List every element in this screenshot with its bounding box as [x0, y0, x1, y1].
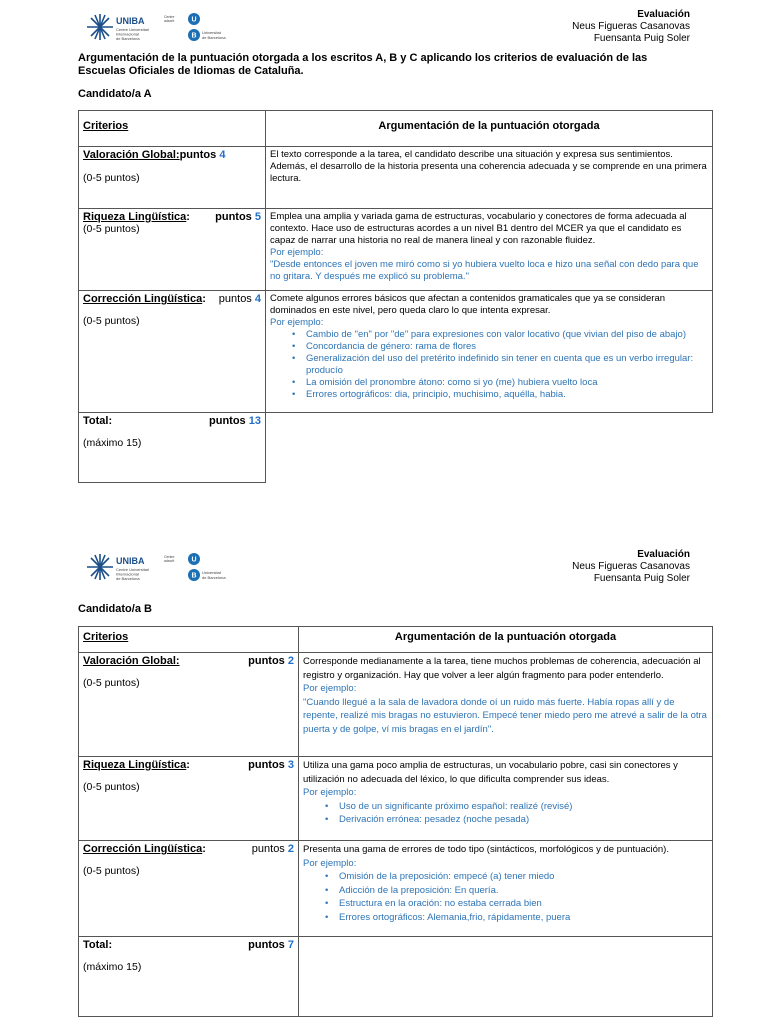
points-value: 2	[287, 843, 294, 855]
example-label: Por ejemplo:	[270, 317, 324, 328]
header-title: Evaluación	[637, 549, 690, 560]
range-label: (0-5 puntos)	[83, 172, 140, 184]
table-row	[79, 147, 713, 209]
evaluation-table-b	[78, 626, 713, 1017]
page-header	[0, 0, 768, 48]
points-value: 3	[287, 759, 294, 771]
candidate-b-label: Candidato/a B	[78, 603, 152, 615]
criterion-cell	[79, 653, 299, 757]
svg-text:adscrit: adscrit	[164, 19, 175, 23]
uniba-logo-icon	[86, 550, 246, 586]
svg-text:Centre: Centre	[164, 555, 175, 559]
document-title: Argumentación de la puntuación otorgada a los escritos A, B y C aplicando los criterios de evaluación de las Escuelas Oficiales de Idiomas de Cataluña.	[78, 52, 648, 77]
list-item: • Cambio de "en" por "de" para expresiones con valor locativo (que vivian del piso de abajo)	[292, 329, 708, 341]
argument-cell: El texto corresponde a la tarea, el candidato describe una situación y expresa sus sentimientos. Además, el desarrollo de la historia presenta una coherencia adecuada y se comprende en una primera lectura.	[266, 147, 713, 209]
criterion-name: Corrección Lingüística	[83, 293, 203, 305]
list-item: • Errores ortográficos: dia, principio, muchisimo, aquélla, habia.	[292, 389, 708, 401]
total-row	[79, 413, 713, 483]
table-row	[79, 757, 713, 841]
argument-cell: Utiliza una gama poco amplia de estructuras, un vocabulario pobre, casi sin conectores y utilización no adecuada del léxico, lo que dificulta comprender sus ideas. Por ejemplo: • Uso de un significante próximo español: realizé (revisé) • Derivación errónea: pesadez (noche pesada)	[299, 757, 713, 841]
logo	[86, 10, 246, 46]
header-author: Neus Figueras Casanovas	[572, 561, 690, 572]
criterion-cell: Corrección Lingüística: puntos 2 (0-5 puntos)	[79, 841, 299, 937]
svg-text:de Barcelona: de Barcelona	[202, 35, 226, 40]
argument-cell: Presenta una gama de errores de todo tipo (sintácticos, morfológicos y de puntuación). Por ejemplo: • Omisión de la preposición: empecé (a) tener miedo • Adicción de la preposición: En quería. • Estructura en la oración: no estaba cerrada bien • Errores ortográficos: Alemania,frio, rápidamente, puera	[299, 841, 713, 937]
argument-cell: Corresponde medianamente a la tarea, tiene muchos problemas de coherencia, adecuación al registro y organización. Hay que volver a leer algún fragmento para poder entenderlo. Por ejemplo: "Cuando llegué a la sala de lavadora donde oí un ruido más fuerte. Había ropas allí y de repente, realizé mis bragas no estuvieron. Empecé tener miedo pero me atrevé a salir de la otra puerta y de golpe, ví mis bragas en el jardín".	[299, 653, 713, 757]
list-item: • Errores ortográficos: Alemania,frio, rápidamente, puera	[325, 911, 708, 925]
criterion-name: Riqueza Lingüística	[83, 211, 187, 223]
svg-text:Internacional: Internacional	[116, 31, 139, 37]
total-cell	[79, 413, 266, 483]
range-label: (0-5 puntos)	[83, 223, 140, 235]
total-cell	[79, 937, 299, 1017]
table-header-row	[79, 627, 713, 653]
list-item: • Concordancia de género: rama de flores	[292, 341, 708, 353]
argumentacion-header: Argumentación de la puntuación otorgada	[266, 111, 713, 147]
header-info	[572, 549, 690, 585]
example-quote: "Desde entonces el joven me miró como si yo hubiera vuelto loca e hizo una señal con dedo para que no gritara. Y después me explicó su problema."	[270, 259, 699, 282]
list-item: • Derivación errónea: pesadez (noche pesada)	[325, 813, 708, 827]
table-row	[79, 291, 713, 413]
criterios-header: Criterios	[79, 111, 266, 147]
svg-text:U: U	[191, 16, 197, 24]
example-label: Por ejemplo:	[270, 247, 324, 258]
criterion-name: Riqueza Lingüística	[83, 759, 187, 771]
list-item: • Generalización del uso del pretérito indefinido sin tener en cuenta que es un verbo irregular: producío	[292, 353, 708, 377]
evaluation-table-a	[78, 110, 713, 483]
svg-text:UNIBA: UNIBA	[116, 556, 145, 566]
list-item: • Estructura en la oración: no estaba cerrada bien	[325, 897, 708, 911]
example-list	[325, 800, 708, 827]
example-list	[292, 329, 708, 401]
points-label: puntos	[248, 759, 285, 771]
svg-text:de Barcelona: de Barcelona	[202, 575, 226, 580]
svg-text:B: B	[191, 572, 197, 580]
points-label: puntos	[179, 149, 217, 161]
example-quote: "Cuando llegué a la sala de lavadora donde oí un ruido más fuerte. Había ropas allí y de repente, realizé mis bragas no estuvieron. Empecé tener miedo pero me atrevé a salir de la otra puerta y de golpe, ví mis bragas en el jardín".	[303, 696, 707, 735]
header-author: Neus Figueras Casanovas	[572, 21, 690, 32]
header-info	[572, 9, 690, 45]
example-list	[325, 870, 708, 924]
range-label: (0-5 puntos)	[83, 677, 140, 689]
header-author: Fuensanta Puig Soler	[593, 33, 690, 44]
svg-text:Centre Universitari: Centre Universitari	[116, 567, 150, 572]
range-label: (0-5 puntos)	[83, 781, 140, 793]
points-label: puntos	[248, 655, 285, 667]
total-row	[79, 937, 713, 1017]
criterion-cell: Riqueza Lingüística: puntos 5 (0-5 puntos)	[79, 209, 266, 291]
criterion-cell: Corrección Lingüística: puntos 4 (0-5 puntos)	[79, 291, 266, 413]
page-a	[0, 0, 768, 500]
range-label: (0-5 puntos)	[83, 865, 140, 877]
criterion-cell	[79, 147, 266, 209]
points-value: 4	[254, 293, 261, 305]
points-value: 4	[219, 149, 226, 161]
svg-text:Centre Universitari: Centre Universitari	[116, 27, 150, 32]
total-value: 13	[248, 415, 261, 427]
list-item: • La omisión del pronombre átono: como si yo (me) hubiera vuelto loca	[292, 377, 708, 389]
list-item: • Adicción de la preposición: En quería.	[325, 884, 708, 898]
maximo-label: (máximo 15)	[83, 437, 142, 449]
criterios-header: Criterios	[79, 627, 299, 653]
svg-text:U: U	[191, 556, 197, 564]
example-label: Por ejemplo:	[303, 683, 357, 694]
example-label: Por ejemplo:	[303, 787, 357, 798]
candidate-a-label: Candidato/a A	[78, 88, 152, 100]
points-label: puntos	[251, 843, 285, 855]
points-label: puntos	[218, 293, 252, 305]
svg-text:UNIBA: UNIBA	[116, 16, 145, 26]
points-label: puntos	[248, 939, 285, 951]
svg-text:Centre: Centre	[164, 15, 175, 19]
maximo-label: (máximo 15)	[83, 961, 142, 973]
list-item: • Omisión de la preposición: empecé (a) tener miedo	[325, 870, 708, 884]
page-b	[0, 540, 768, 1024]
criterion-name: Valoración Global:	[83, 655, 180, 667]
table-header-row	[79, 111, 713, 147]
points-value: 2	[287, 655, 294, 667]
argument-cell: Comete algunos errores básicos que afectan a contenidos gramaticales que ya se consideran dominados en este nivel, pero queda claro lo que intenta expresar. Por ejemplo: • Cambio de "en" por "de" para expresiones con valor locativo (que vivian del piso de abajo) • Concordancia de género: rama de flores • Generalización del uso del pretérito indefinido sin tener en cuenta que es un verbo irregular: producío • La omisión del pronombre átono: como si yo (me) hubiera vuelto loca • Errores ortográficos: dia, principio, muchisimo, aquélla, habia.	[266, 291, 713, 413]
total-label: Total:	[83, 415, 113, 427]
argument-cell: Emplea una amplia y variada gama de estructuras, vocabulario y conectores de forma adecuada al contexto. Hace uso de estructuras acordes a un nivel B1 dentro del MCER ya que el candidato es capaz de narrar una historia no real de manera lineal y con razonable fluidez. Por ejemplo: "Desde entonces el joven me miró como si yo hubiera vuelto loca e hizo una señal con dedo para que no gritara. Y después me explicó su problema."	[266, 209, 713, 291]
total-value: 7	[287, 939, 294, 951]
uniba-logo-icon	[86, 10, 246, 46]
svg-text:adscrit: adscrit	[164, 559, 175, 563]
list-item: • Uso de un significante próximo español: realizé (revisé)	[325, 800, 708, 814]
page-header	[0, 540, 768, 588]
argumentacion-header: Argumentación de la puntuación otorgada	[299, 627, 713, 653]
svg-text:Universitat: Universitat	[202, 570, 221, 575]
svg-text:de Barcelona: de Barcelona	[116, 576, 140, 581]
example-label: Por ejemplo:	[303, 857, 357, 869]
table-row	[79, 653, 713, 757]
criterion-cell: Riqueza Lingüística: puntos 3 (0-5 puntos)	[79, 757, 299, 841]
range-label: (0-5 puntos)	[83, 315, 140, 327]
points-value: 5	[254, 211, 261, 223]
svg-text:Internacional: Internacional	[116, 571, 139, 577]
points-label: puntos	[215, 211, 252, 223]
svg-text:de Barcelona: de Barcelona	[116, 36, 140, 41]
svg-text:B: B	[191, 32, 197, 40]
criterion-name: Corrección Lingüística	[83, 843, 203, 855]
svg-text:Universitat: Universitat	[202, 30, 221, 35]
header-title: Evaluación	[637, 9, 690, 20]
table-row	[79, 209, 713, 291]
table-row	[79, 841, 713, 937]
total-label: Total:	[83, 939, 113, 951]
header-author: Fuensanta Puig Soler	[593, 573, 690, 584]
points-label: puntos	[209, 415, 246, 427]
logo	[86, 550, 246, 586]
criterion-name: Valoración Global:	[83, 149, 180, 161]
